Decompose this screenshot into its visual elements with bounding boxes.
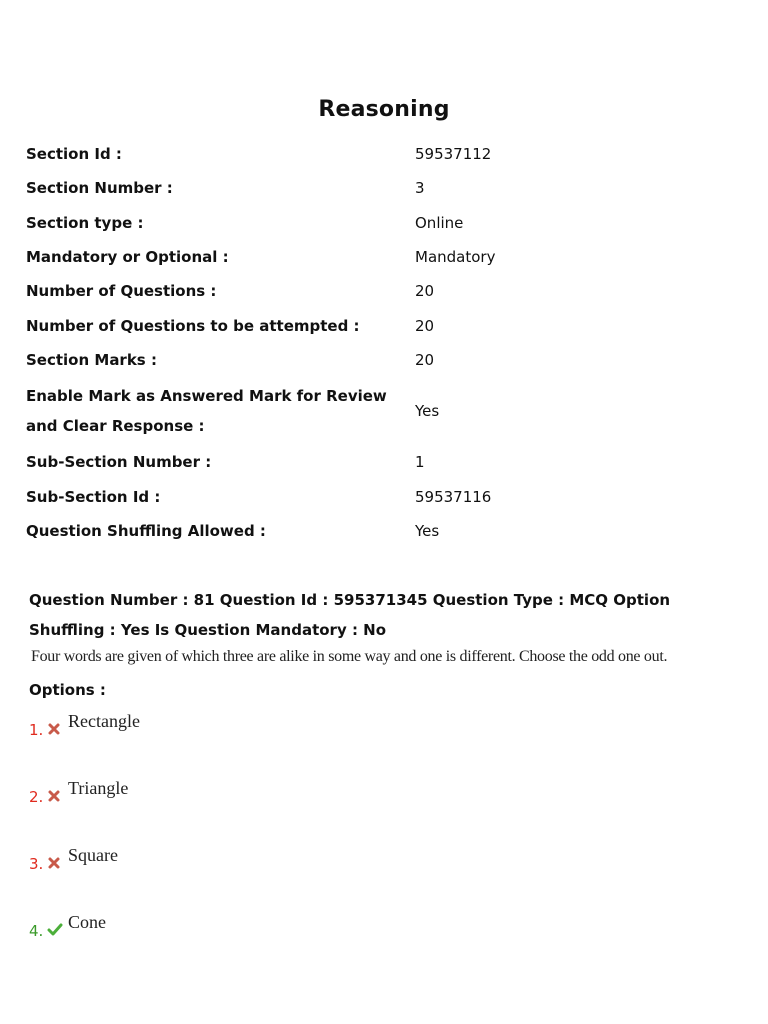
check-icon <box>47 922 61 936</box>
info-label: Number of Questions : <box>26 282 217 301</box>
info-value: 1 <box>415 453 425 472</box>
info-row-sub-section-id <box>26 479 746 513</box>
info-row-section-marks <box>26 343 746 377</box>
info-label: Section Marks : <box>26 350 157 369</box>
options-label: Options : <box>29 681 106 699</box>
info-label: Sub-Section Id : <box>26 487 161 506</box>
info-row-sub-section-number <box>26 445 746 479</box>
option-number: 1. <box>29 721 44 739</box>
info-row-questions-to-attempt <box>26 308 746 342</box>
cross-icon <box>47 855 61 869</box>
info-label: Section type : <box>26 213 144 232</box>
info-value: 3 <box>415 179 425 198</box>
question-text: Four words are given of which three are alike in some way and one is different. Choose the odd one out. <box>31 648 668 665</box>
option-text: Square <box>68 845 118 865</box>
info-row-mandatory-or-optional <box>26 240 746 274</box>
cross-icon <box>47 788 61 802</box>
option-number: 4. <box>29 922 44 940</box>
info-value: 20 <box>415 282 435 301</box>
info-value: 20 <box>415 350 435 369</box>
info-value: 20 <box>415 316 435 335</box>
info-label: Section Number : <box>26 179 173 198</box>
info-label: Sub-Section Number : <box>26 453 212 472</box>
info-row-section-type <box>26 206 746 240</box>
info-label: Mandatory or Optional : <box>26 248 229 267</box>
option-number: 2. <box>29 788 44 806</box>
info-row-section-number <box>26 171 746 205</box>
info-value: Yes <box>415 402 440 421</box>
info-row-question-shuffling <box>26 514 746 548</box>
info-row-enable-mark-review <box>26 377 746 445</box>
info-value: Mandatory <box>415 248 496 267</box>
option-text: Rectangle <box>68 711 140 731</box>
option-text: Cone <box>68 912 106 932</box>
option-number: 3. <box>29 855 44 873</box>
info-value: 59537116 <box>415 487 492 506</box>
info-row-number-of-questions <box>26 274 746 308</box>
info-value: 59537112 <box>415 145 492 164</box>
option-text: Triangle <box>68 778 129 798</box>
info-label: Number of Questions to be attempted : <box>26 316 360 335</box>
info-label: Section Id : <box>26 145 122 164</box>
info-value: Online <box>415 213 464 232</box>
section-title: Reasoning <box>318 97 450 122</box>
info-label: Question Shuffling Allowed : <box>26 521 266 540</box>
section-info-table <box>26 137 746 548</box>
info-row-section-id <box>26 137 746 171</box>
info-label: Enable Mark as Answered Mark for Review and Clear Response : <box>26 387 387 436</box>
info-value: Yes <box>415 521 440 540</box>
question-header: Question Number : 81 Question Id : 595371345 Question Type : MCQ Option Shuffling : Yes Is Question Mandatory : No <box>29 591 671 639</box>
cross-icon <box>47 721 61 735</box>
